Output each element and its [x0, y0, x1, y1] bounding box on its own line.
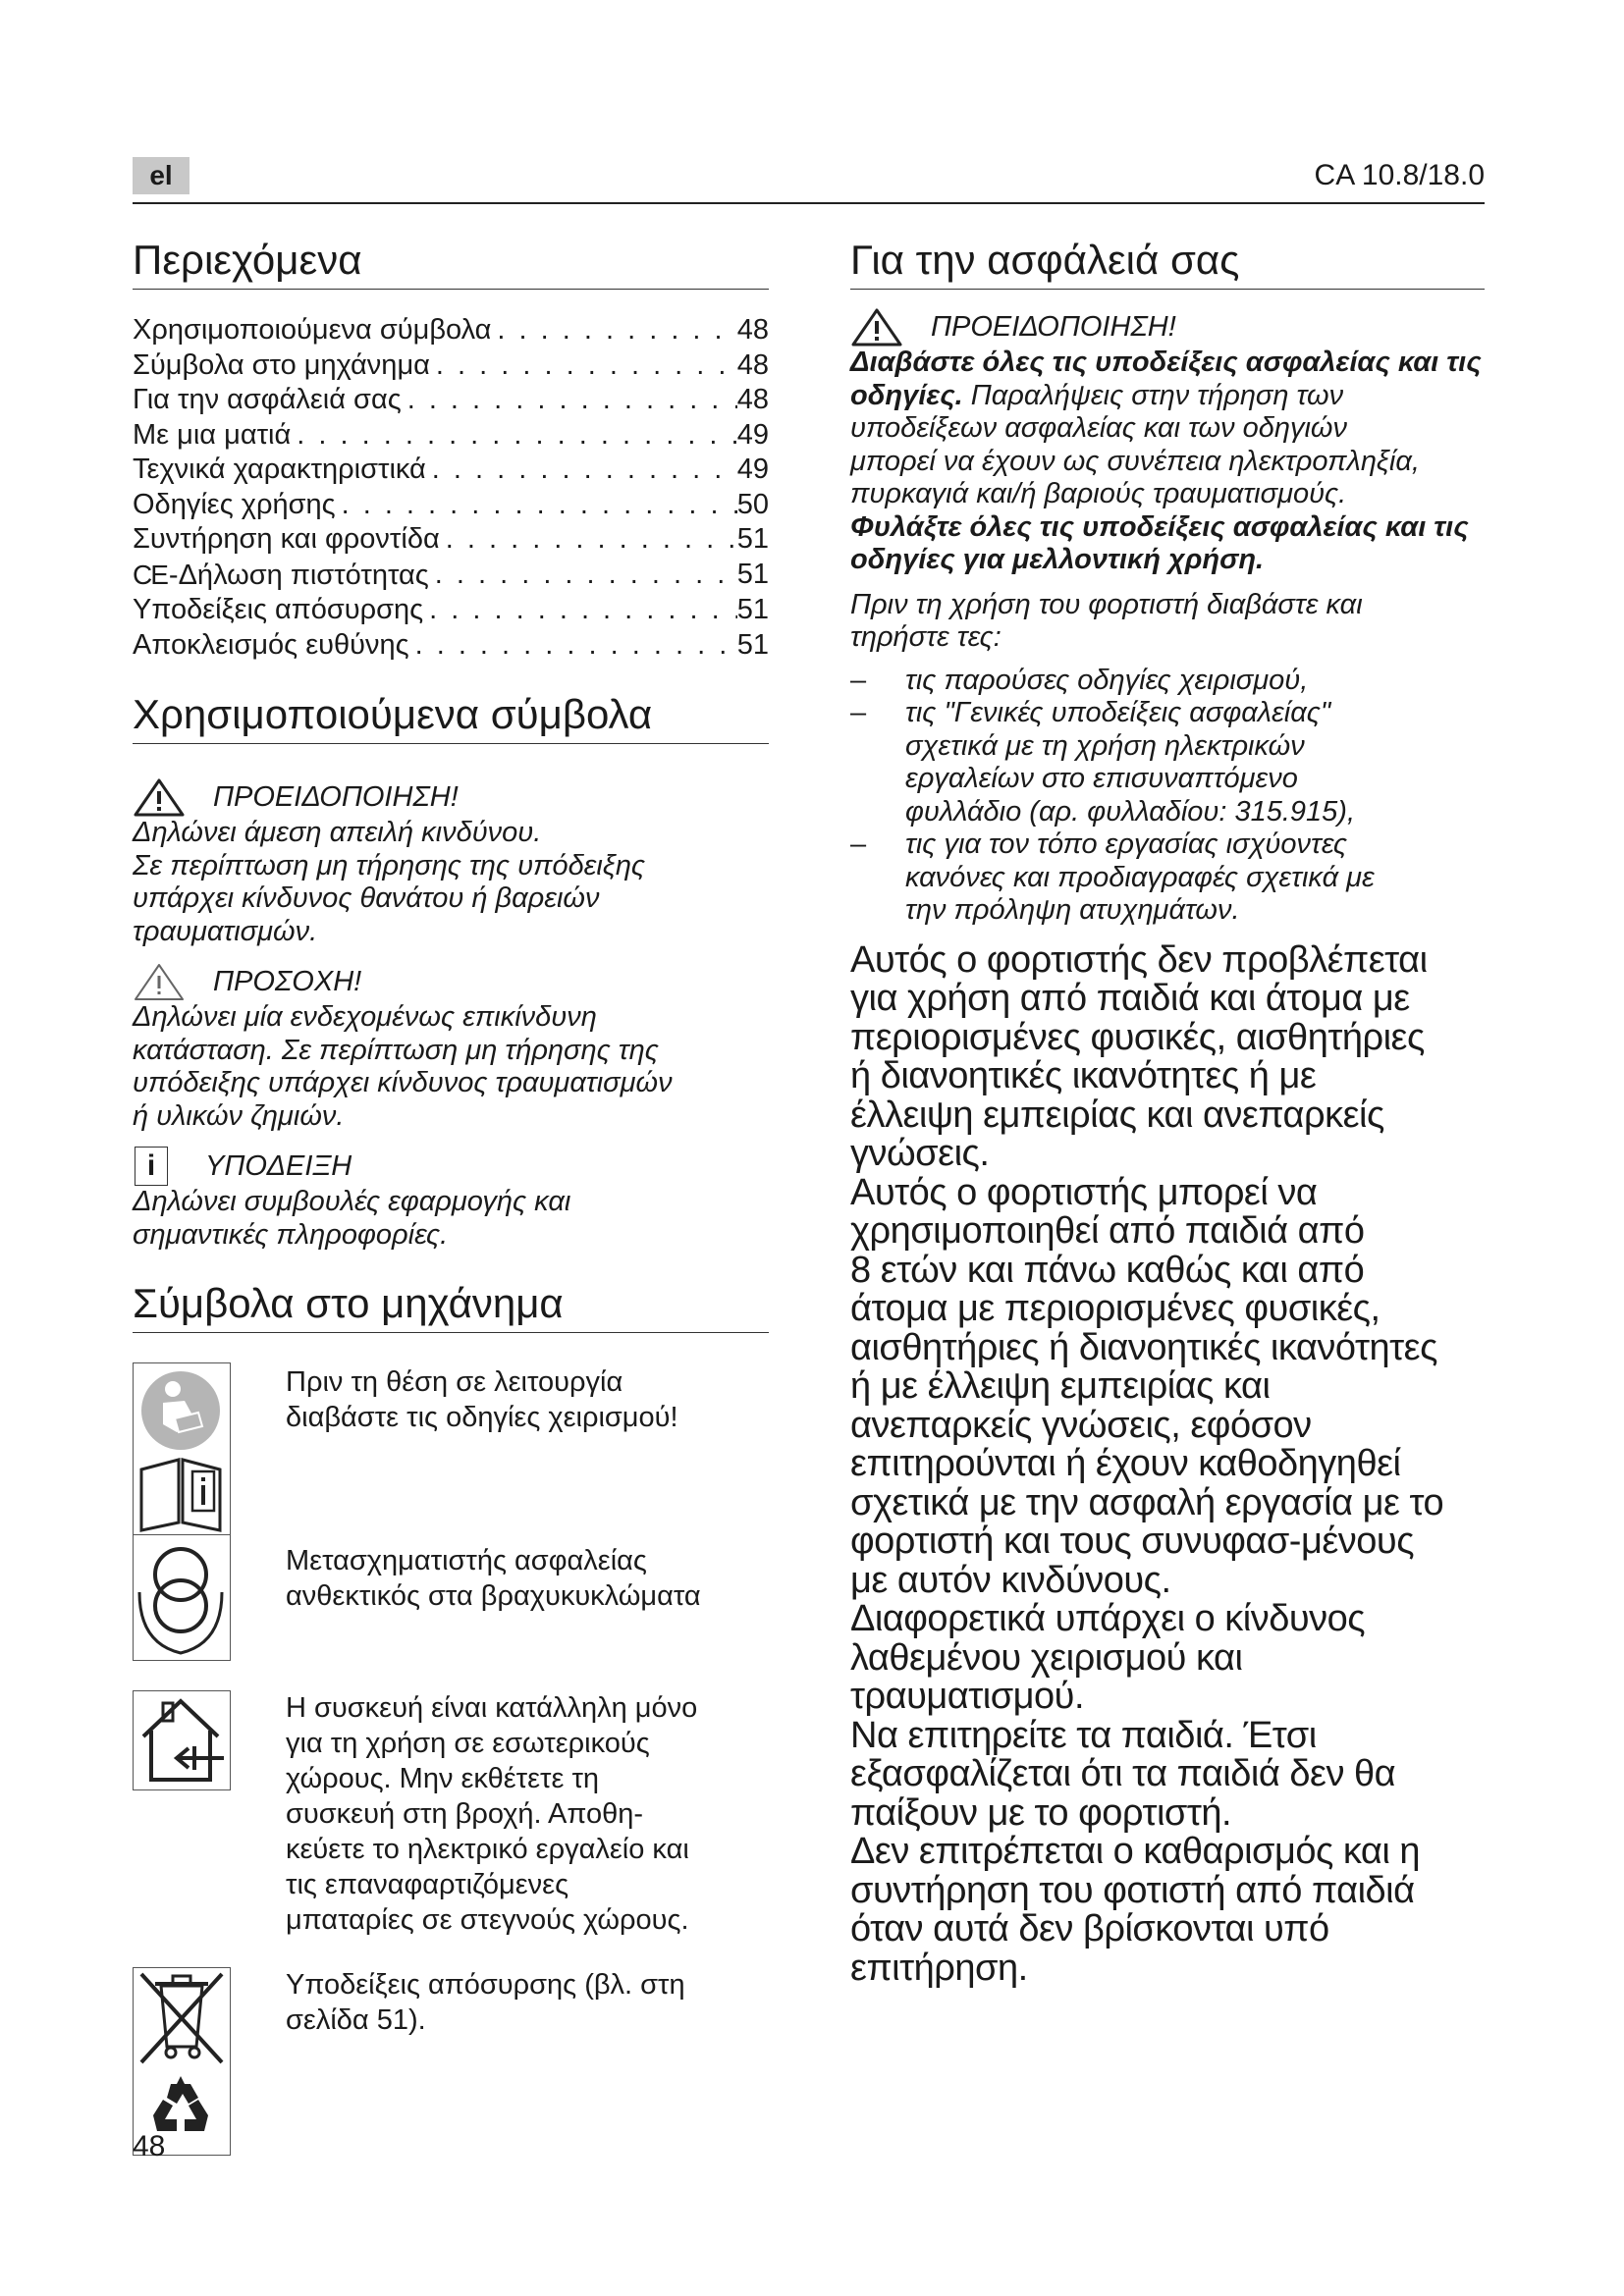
- machine-symbol-row: [133, 1535, 769, 1661]
- warning-note: [133, 777, 769, 948]
- header-divider: [133, 202, 1485, 204]
- note-text: Δηλώνει συμβουλές εφαρμογής και σημαντικές πληροφορίες.: [133, 1186, 571, 1251]
- read-manual-text: Πριν τη θέση σε λειτουργία διαβάστε τις οδηγίες χειρισμού!: [286, 1366, 678, 1433]
- toc-item[interactable]: CE-Δήλωση πιστότητας . . . 51: [133, 558, 769, 594]
- indoor-use-icon: [133, 1690, 231, 1790]
- warning-triangle-icon: [850, 307, 903, 347]
- toc-item[interactable]: Για την ασφάλειά σας . . . 48: [133, 383, 769, 418]
- machine-symbols-section: [133, 1279, 769, 2156]
- read-and-observe-list: [850, 665, 1485, 928]
- language-tag: el: [133, 157, 189, 194]
- caution-text: Δηλώνει μία ενδεχομένως επικίνδυνη κατάσταση. Σε περίπτωση μη τήρησης της υπόδειξης υπάρχει κίνδυνος τραυματισμών ή υλικών ζημιών.: [133, 1001, 673, 1132]
- toc-title: Περιεχόμενα: [133, 236, 769, 290]
- list-item: – τις "Γενικές υποδείξεις ασφαλείας" σχετικά με τη χρήση ηλεκτρικών εργαλείων στο επισυναπτόμενο φυλλάδιο (αρ. φυλλαδίου: 315.915),: [850, 697, 1356, 828]
- disposal-text: Υποδείξεις απόσυρσης (βλ. στη σελίδα 51).: [286, 1969, 685, 2036]
- machine-symbol-row: [133, 1362, 769, 1535]
- toc-item[interactable]: Συντήρηση και φροντίδα . . . 51: [133, 522, 769, 558]
- toc-item[interactable]: Οδηγίες χρήσης . . . 50: [133, 488, 769, 523]
- toc-item[interactable]: Αποκλεισμός ευθύνης . . . 51: [133, 628, 769, 664]
- symbols-used-section: [133, 690, 769, 1252]
- safety-warning: [850, 307, 1485, 928]
- caution-label: ΠΡΟΣΟΧΗ!: [213, 966, 362, 997]
- toc-item[interactable]: Χρησιμοποιούμενα σύμβολα . . . 48: [133, 313, 769, 348]
- list-item: – τις για τον τόπο εργασίας ισχύοντες κανόνες και προδιαγραφές σχετικά με την πρόληψη ατυχημάτων.: [850, 828, 1375, 926]
- ce-mark-icon: CE: [133, 559, 167, 590]
- table-of-contents: [133, 313, 769, 663]
- safety-body-text: Αυτός ο φορτιστής δεν προβλέπεται για χρήση από παιδιά και άτομα με περιορισμένες φυσικές, αισθητήριες ή διανοητικές ικανότητες ή με έλλειψη εμπειρίας και ανεπαρκείς γνώσεις. Αυτός ο φορτιστής μπορεί να χρησιμοποιηθεί από παιδιά από 8 ετών και πάνω καθώς και από άτομα με περιορισμένες φυσικές, αισθητήριες ή διανοητικές ικανότητες ή με έλλειψη εμπειρίας και ανεπαρκείς γνώσεις, εφόσον επιτηρούνται ή έχουν καθοδηγηθεί σχετικά με την ασφαλή εργασία με το φορτιστή και τους συνυφασ-μένους με αυτόν κινδύνους. Διαφορετικά υπάρχει ο κίνδυνος λαθεμένου χειρισμού και τραυματισμού. Να επιτηρείτε τα παιδιά. Έτσι εξασφαλίζεται ότι τα παιδιά δεν θα παίξουν με το φορτιστή. Δεν επιτρέπεται ο καθαρισμός και η συντήρηση του φοτιστή από παιδιά όταν αυτά δεν βρίσκονται υπό επιτήρηση.: [850, 938, 1444, 1989]
- toc-item[interactable]: Υποδείξεις απόσυρσης . . . 51: [133, 593, 769, 628]
- safety-transformer-icon: [133, 1535, 231, 1661]
- toc-item[interactable]: Με μια ματιά . . . 49: [133, 418, 769, 454]
- transformer-text: Μετασχηματιστής ασφαλείας ανθεκτικός στα βραχυκυκλώματα: [286, 1545, 701, 1612]
- warning-triangle-icon: [133, 777, 186, 817]
- left-column: [133, 236, 769, 2156]
- right-column: [850, 236, 1485, 1988]
- disposal-icon: [133, 1967, 231, 2156]
- machine-symbol-row: [133, 1967, 769, 2156]
- note-label: ΥΠΟΔΕΙΞΗ: [205, 1150, 352, 1182]
- caution-note: [133, 962, 769, 1133]
- info-icon: i: [135, 1147, 168, 1186]
- machine-symbols-title: Σύμβολα στο μηχάνημα: [133, 1279, 769, 1333]
- warning-label: ΠΡΟΕΙΔΟΠΟΙΗΣΗ!: [213, 781, 459, 813]
- safety-title: Για την ασφάλειά σας: [850, 236, 1485, 290]
- safety-warning-text: Διαβάστε όλες τις υποδείξεις ασφαλείας και τις οδηγίες. Παραλήψεις στην τήρηση των υποδείξεων ασφαλείας και των οδηγιών μπορεί να έχουν ως συνέπεια ηλεκτροπληξία, πυρκαγιά και/ή βαριούς τραυματισμούς. Φυλάξτε όλες τις υποδείξεις ασφαλείας και τις οδηγίες για μελλοντική χρήση.: [850, 347, 1482, 575]
- list-item: – τις παρούσες οδηγίες χειρισμού,: [850, 664, 1309, 696]
- symbols-used-title: Χρησιμοποιούμενα σύμβολα: [133, 690, 769, 744]
- warning-text: Δηλώνει άμεση απειλή κινδύνου. Σε περίπτωση μη τήρησης της υπόδειξης υπάρχει κίνδυνος θανάτου ή βαρειών τραυματισμών.: [133, 817, 646, 947]
- toc-item[interactable]: Σύμβολα στο μηχάνημα . . . 48: [133, 348, 769, 384]
- info-note: [133, 1147, 769, 1252]
- model-number: CA 10.8/18.0: [1314, 159, 1485, 191]
- indoor-use-text: Η συσκευή είναι κατάλληλη μόνο για τη χρήση σε εσωτερικούς χώρους. Μην εκθέτετε τη συσκευή στη βροχή. Αποθη- κεύετε το ηλεκτρικό εργαλείο και τις επαναφαρτιζόμενες μπαταρίες σε στεγνούς χώρους.: [286, 1692, 698, 1936]
- caution-triangle-icon: [133, 962, 186, 1001]
- read-manual-icon: [133, 1362, 231, 1535]
- safety-warning-label: ΠΡΟΕΙΔΟΠΟΙΗΣΗ!: [931, 311, 1176, 343]
- toc-item[interactable]: Τεχνικά χαρακτηριστικά . . . 49: [133, 453, 769, 488]
- before-use-text: Πριν τη χρήση του φορτιστή διαβάστε και τηρήστε τες:: [850, 588, 1363, 653]
- machine-symbol-row: [133, 1690, 769, 1938]
- page-number: 48: [133, 2130, 166, 2163]
